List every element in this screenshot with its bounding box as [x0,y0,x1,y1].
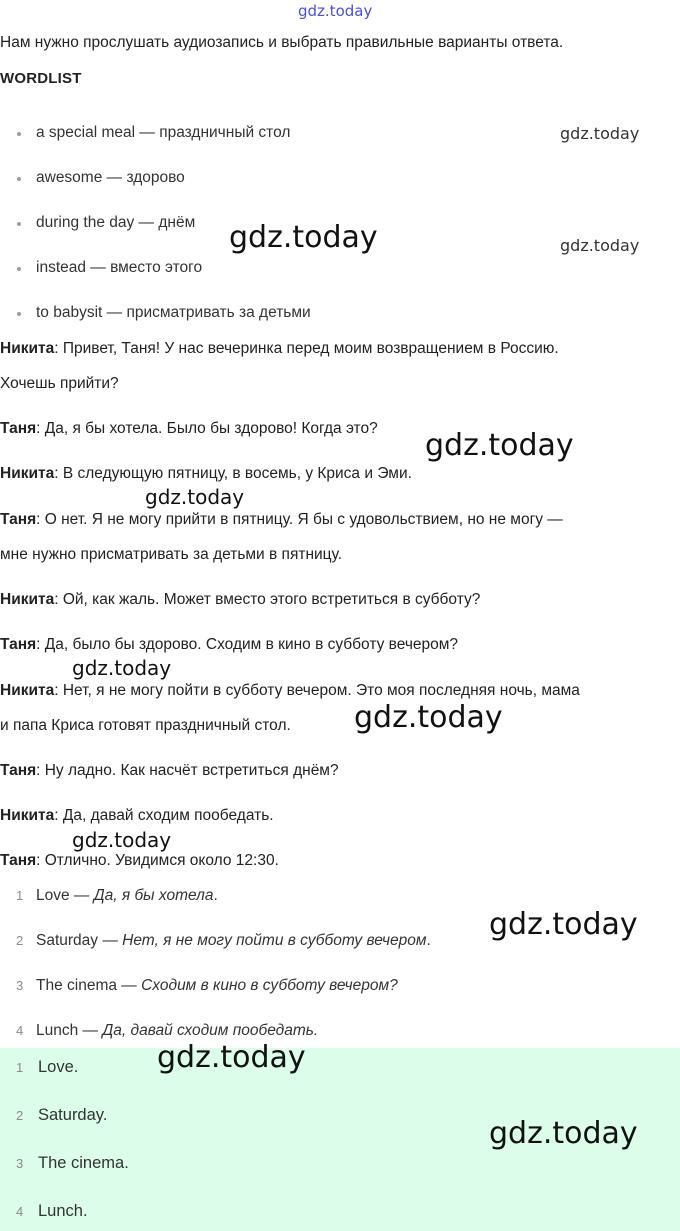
dialogue-line [0,511,563,529]
wordlist-item-text: instead — вместо этого [36,259,203,276]
speaker-name: Таня [0,852,37,869]
wordlist-item-text: during the day — днём [36,214,196,231]
watermark: gdz.today [489,907,638,942]
line-text: : Да, я бы хотела. Было бы здорово! Когда это? [36,420,378,437]
answer-number: 2 [16,933,24,948]
line-text: : В следующую пятницу, в восемь, у Криса и Эми. [54,465,412,482]
final-answer-text: Love. [38,1058,79,1076]
line-text: : Ой, как жаль. Может вместо этого встретиться в субботу? [54,591,481,608]
watermark: gdz.today [72,828,172,852]
speaker-name: Таня [0,762,37,779]
line-text: мне нужно присматривать за детьми в пятницу. [0,546,343,563]
answer-number: 4 [16,1204,24,1219]
speaker-name: Никита [0,465,55,482]
wordlist-item-text: a special meal — праздничный стол [36,124,291,141]
watermark: gdz.today [354,700,503,735]
answer-number: 3 [16,978,24,993]
dialogue-line [0,465,412,483]
dialogue-line [0,717,291,735]
answer-number: 2 [16,1108,24,1123]
answer-text: Love — Да, я бы хотела. [36,887,218,904]
wordlist-item-text: awesome — здорово [36,169,185,186]
answer-text: Saturday — Нет, я не могу пойти в субботу вечером. [36,932,431,949]
watermark: gdz.today [229,220,378,255]
watermark: gdz.today [489,1116,638,1151]
line-text: : Нет, я не могу пойти в субботу вечером. Это моя последняя ночь, мама [54,682,580,699]
dialogue-line [0,852,279,870]
wordlist-title: WORDLIST [0,70,82,87]
dialogue-line [0,591,480,609]
speaker-name: Таня [0,511,37,528]
bullet-icon [17,132,21,136]
final-answer-text: Saturday. [38,1106,108,1124]
speaker-name: Таня [0,636,37,653]
speaker-name: Никита [0,807,55,824]
bullet-icon [17,222,21,226]
answer-number: 3 [16,1156,24,1171]
dialogue-line [0,375,119,393]
dialogue-line [0,420,378,438]
line-text: : Привет, Таня! У нас вечеринка перед моим возвращением в Россию. [54,340,559,357]
bullet-icon [17,312,21,316]
watermark: gdz.today [425,428,574,463]
dialogue-line [0,546,342,564]
dialogue-line [0,636,458,654]
dialogue-line [0,682,580,700]
line-text: : Да, давай сходим пообедать. [54,807,274,824]
answer-number: 1 [16,888,24,903]
answer-text: Lunch — Да, давай сходим пообедать. [36,1022,319,1039]
bullet-icon [17,177,21,181]
watermark: gdz.today [145,485,245,509]
dialogue-line [0,762,339,780]
task-instruction: Нам нужно прослушать аудиозапись и выбрать правильные варианты ответа. [0,34,564,51]
watermark: gdz.today [560,124,640,143]
final-answer-text: Lunch. [38,1202,88,1220]
answer-text: The cinema — Сходим в кино в субботу вечером? [36,977,398,994]
answer-number: 1 [16,1060,24,1075]
speaker-name: Таня [0,420,37,437]
answer-number: 4 [16,1023,24,1038]
site-logo[interactable]: gdz.today [298,2,373,20]
watermark: gdz.today [72,656,172,680]
watermark: gdz.today [157,1040,306,1075]
line-text: Хочешь прийти? [0,375,119,392]
line-text: : Ну ладно. Как насчёт встретиться днём? [36,762,339,779]
line-text: : Отлично. Увидимся около 12:30. [36,852,279,869]
speaker-name: Никита [0,682,55,699]
watermark: gdz.today [560,236,640,255]
line-text: : Да, было бы здорово. Сходим в кино в субботу вечером? [36,636,459,653]
bullet-icon [17,267,21,271]
dialogue-line [0,340,559,358]
line-text: : О нет. Я не могу прийти в пятницу. Я бы с удовольствием, но не могу — [36,511,563,528]
speaker-name: Никита [0,591,55,608]
line-text: и папа Криса готовят праздничный стол. [0,717,291,734]
speaker-name: Никита [0,340,55,357]
dialogue-line [0,807,274,825]
wordlist-item-text: to babysit — присматривать за детьми [36,304,311,321]
final-answer-text: The cinema. [38,1154,129,1172]
